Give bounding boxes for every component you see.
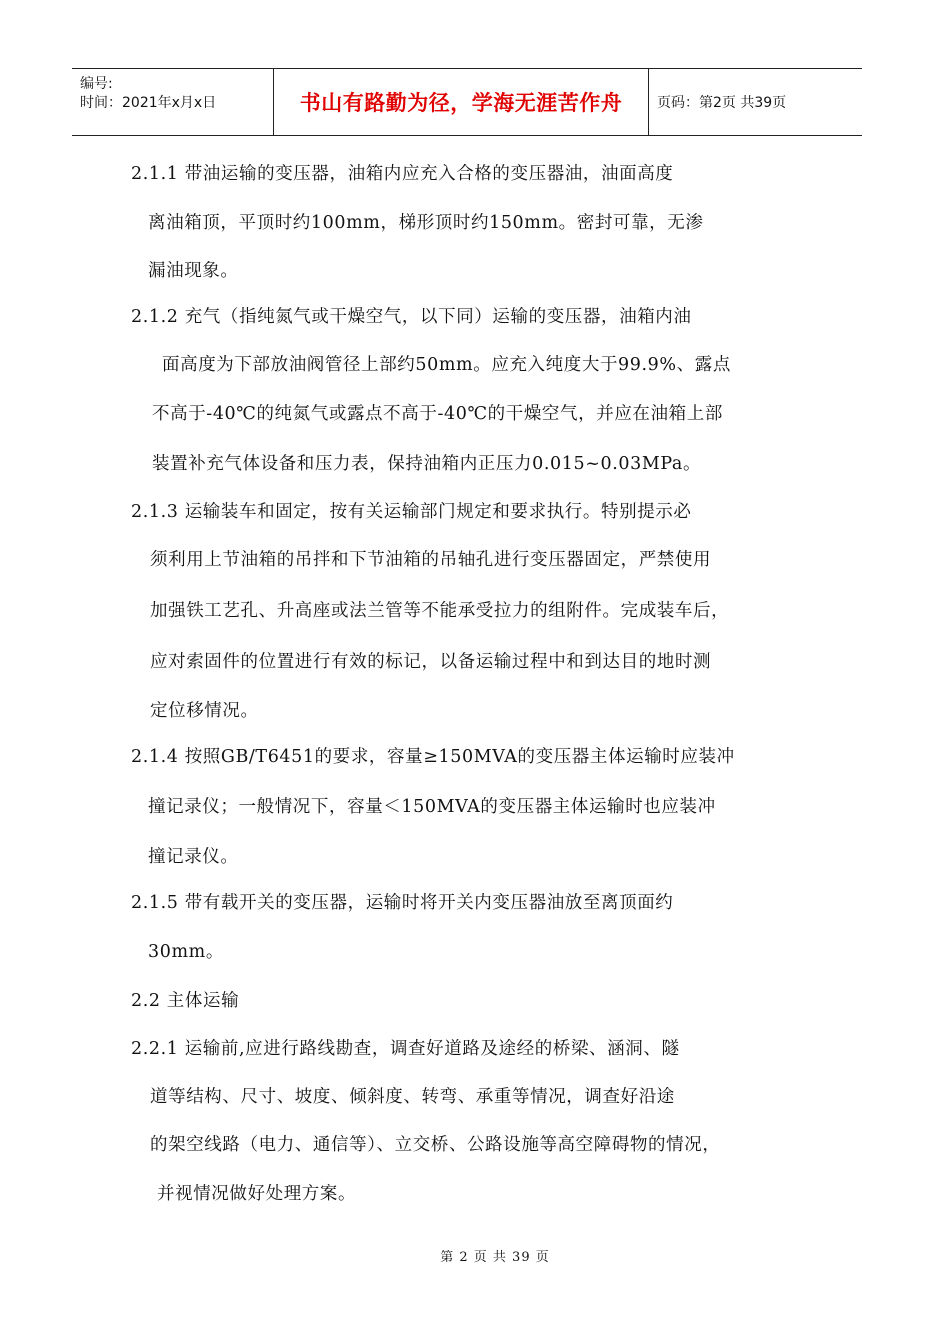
motto-text: 书山有路勤为径，学海无涯苦作舟 <box>299 91 623 115</box>
text-line: 漏油现象。 <box>148 261 239 281</box>
document-code-label: 编号: <box>80 76 113 92</box>
page-number: 第 2 页 共 39 页 <box>440 1250 550 1265</box>
text-line: 2.1.4 按照GB/T6451的要求，容量≥150MVA的变压器主体运输时应装冲 <box>131 747 735 767</box>
section-heading: 2.2 主体运输 <box>131 991 240 1011</box>
header-motto <box>274 69 649 135</box>
text-line: 并视情况做好处理方案。 <box>157 1184 357 1204</box>
text-line: 的架空线路（电力、通信等）、立交桥、公路设施等高空障碍物的情况， <box>150 1135 721 1155</box>
text-line: 面高度为下部放油阀管径上部约50mm。应充入纯度大于99.9%、露点 <box>162 355 731 375</box>
text-line: 撞记录仪。 <box>148 847 239 867</box>
text-line: 2.2.1 运输前,应进行路线勘查，调查好道路及途经的桥梁、涵洞、隧 <box>131 1039 680 1059</box>
text-line: 加强铁工艺孔、升高座或法兰管等不能承受拉力的组附件。完成装车后， <box>150 601 730 621</box>
page-header <box>72 68 862 136</box>
text-line: 2.1.2 充气（指纯氮气或干燥空气，以下同）运输的变压器，油箱内油 <box>131 307 692 327</box>
text-line: 装置补充气体设备和压力表，保持油箱内正压力0.015~0.03MPa。 <box>152 454 702 474</box>
text-line: 须利用上节油箱的吊拌和下节油箱的吊轴孔进行变压器固定，严禁使用 <box>150 550 712 570</box>
text-line: 道等结构、尺寸、坡度、倾斜度、转弯、承重等情况，调查好沿途 <box>150 1087 675 1107</box>
text-line: 应对索固件的位置进行有效的标记，以备运输过程中和到达目的地时测 <box>150 652 712 672</box>
text-line: 不高于-40℃的纯氮气或露点不高于-40℃的干燥空气，并应在油箱上部 <box>152 404 723 424</box>
text-line: 撞记录仪；一般情况下，容量＜150MVA的变压器主体运输时也应装冲 <box>148 797 716 817</box>
header-meta <box>72 69 274 135</box>
text-line: 2.1.3 运输装车和固定，按有关运输部门规定和要求执行。特别提示必 <box>131 502 692 522</box>
text-line: 30mm。 <box>148 942 224 962</box>
header-page-info: 页码：第2页 共39页 <box>657 95 787 111</box>
page-footer <box>0 1246 950 1265</box>
text-line: 定位移情况。 <box>150 701 259 721</box>
document-time-label: 时间：2021年x月x日 <box>80 95 217 111</box>
text-line: 2.1.1 带油运输的变压器，油箱内应充入合格的变压器油，油面高度 <box>131 164 674 184</box>
text-line: 2.1.5 带有载开关的变压器，运输时将开关内变压器油放至离顶面约 <box>131 893 674 913</box>
text-line: 离油箱顶，平顶时约100mm，梯形顶时约150mm。密封可靠，无渗 <box>148 213 704 233</box>
